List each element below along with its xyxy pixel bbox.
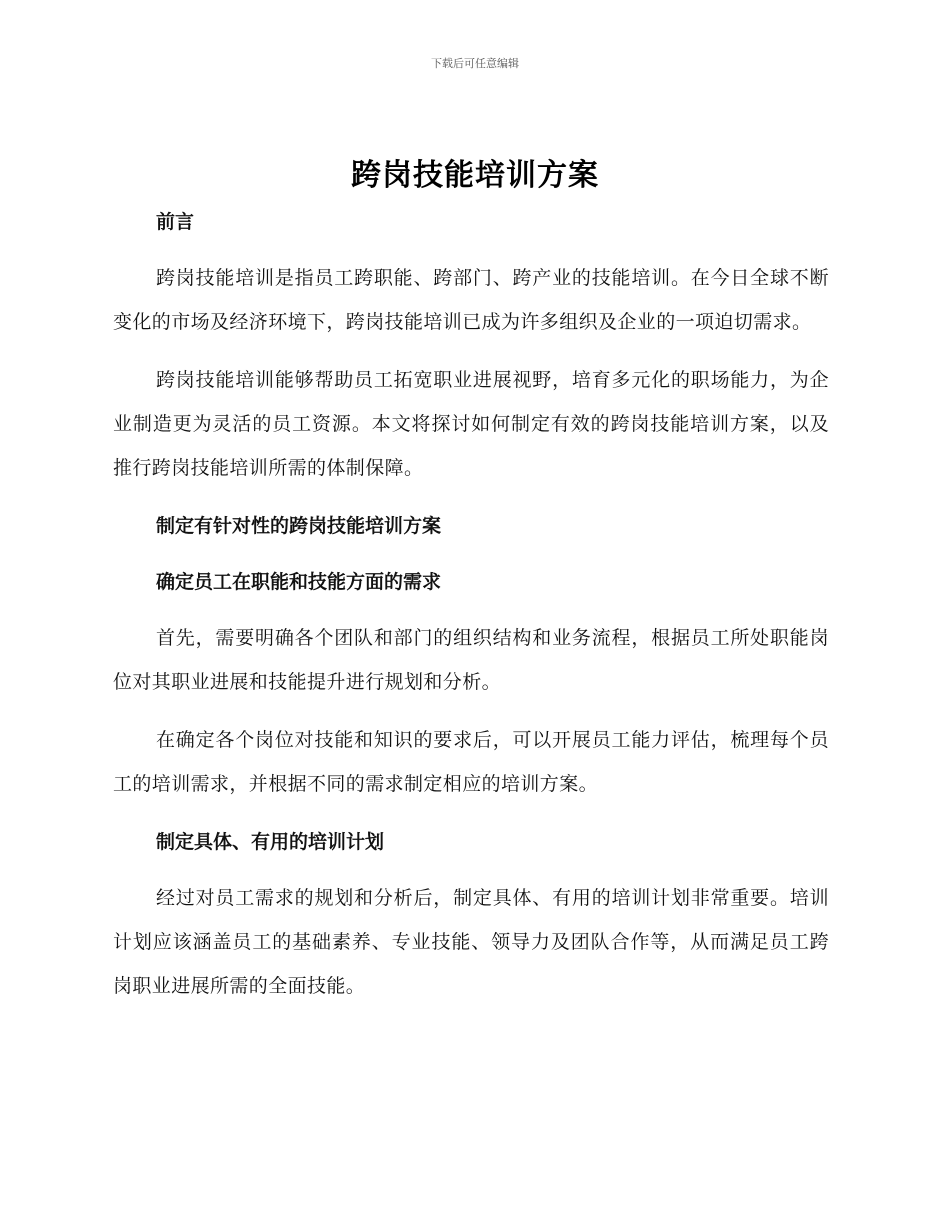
paragraph-4: 在确定各个岗位对技能和知识的要求后，可以开展员工能力评估，梳理每个员工的培训需求，并根据不同的需求制定相应的培训方案。 bbox=[113, 729, 829, 795]
paragraph-5: 经过对员工需求的规划和分析后，制定具体、有用的培训计划非常重要。培训计划应该涵盖员工的基础素养、专业技能、领导力及团队合作等，从而满足员工跨岗职业进展所需的全面技能。 bbox=[113, 887, 829, 997]
paragraph-3: 首先，需要明确各个团队和部门的组织结构和业务流程，根据员工所处职能岗位对其职业进展和技能提升进行规划和分析。 bbox=[113, 627, 829, 693]
paragraph-2: 跨岗技能培训能够帮助员工拓宽职业进展视野，培育多元化的职场能力，为企业制造更为灵活的员工资源。本文将探讨如何制定有效的跨岗技能培训方案，以及推行跨岗技能培训所需的体制保障。 bbox=[113, 369, 829, 479]
section-heading-targeted-plan: 制定有针对性的跨岗技能培训方案 bbox=[156, 515, 442, 537]
document-title: 跨岗技能培训方案 bbox=[351, 158, 599, 193]
section-heading-training-plan: 制定具体、有用的培训计划 bbox=[156, 831, 385, 853]
section-heading-preface: 前言 bbox=[156, 211, 195, 233]
section-heading-needs: 确定员工在职能和技能方面的需求 bbox=[156, 571, 442, 593]
document-body bbox=[113, 200, 829, 1008]
paragraph-1: 跨岗技能培训是指员工跨职能、跨部门、跨产业的技能培训。在今日全球不断变化的市场及经济环境下，跨岗技能培训已成为许多组织及企业的一项迫切需求。 bbox=[113, 267, 829, 333]
header-note: 下载后可任意编辑 bbox=[431, 57, 519, 70]
